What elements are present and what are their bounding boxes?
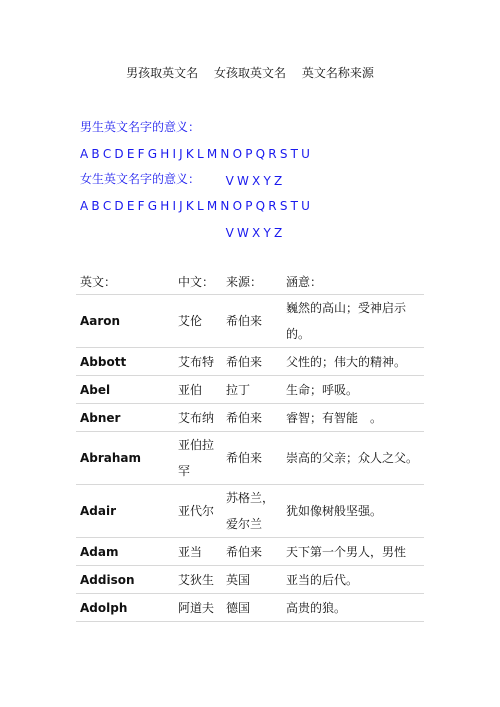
- top-nav: [0, 64, 500, 81]
- girls-letter-link-r[interactable]: R: [268, 199, 277, 213]
- name-meaning: 巍然的高山；受神启示的。: [282, 295, 424, 348]
- name-english: Aaron: [76, 295, 174, 348]
- name-english: Abner: [76, 404, 174, 432]
- name-origin: 希伯来: [222, 404, 282, 432]
- name-origin: 英国: [222, 566, 282, 594]
- boys-letter-link-d[interactable]: D: [114, 147, 124, 161]
- girls-letter-link-g[interactable]: G: [147, 199, 158, 213]
- table-row: [76, 376, 424, 404]
- boys-letter-link-y[interactable]: Y: [263, 174, 271, 188]
- boys-letter-link-e[interactable]: E: [126, 147, 135, 161]
- table-row: [76, 432, 424, 485]
- table-row: [76, 348, 424, 376]
- name-chinese: 亚伯: [174, 376, 222, 404]
- header-english: 英文：: [76, 268, 174, 295]
- boys-letter-link-s[interactable]: S: [279, 147, 288, 161]
- boys-letter-link-w[interactable]: W: [236, 174, 249, 188]
- girls-letter-link-k[interactable]: K: [185, 199, 194, 213]
- name-chinese: 艾布特: [174, 348, 222, 376]
- boys-letter-link-v[interactable]: V: [225, 174, 234, 188]
- table-row: [76, 594, 424, 622]
- girls-letter-link-i[interactable]: I: [172, 199, 176, 213]
- boys-index-label: 男生英文名字的意义：: [80, 120, 201, 134]
- girls-letter-link-a[interactable]: A: [80, 199, 89, 213]
- girls-letter-link-w[interactable]: W: [236, 226, 249, 240]
- name-meaning: 父性的；伟大的精神。: [282, 348, 424, 376]
- boys-letter-link-b[interactable]: B: [91, 147, 100, 161]
- boys-letter-link-c[interactable]: C: [102, 147, 112, 161]
- name-english: Addison: [76, 566, 174, 594]
- girls-letter-index: [80, 166, 430, 247]
- girls-letter-link-p[interactable]: P: [245, 199, 253, 213]
- girls-letter-link-v[interactable]: V: [225, 226, 234, 240]
- table-row: [76, 538, 424, 566]
- name-chinese: 艾狄生: [174, 566, 222, 594]
- name-chinese: 亚代尔: [174, 485, 222, 538]
- name-english: Abraham: [76, 432, 174, 485]
- girls-letter-link-j[interactable]: J: [179, 199, 183, 213]
- girls-letter-link-x[interactable]: X: [252, 226, 261, 240]
- boys-letter-link-q[interactable]: Q: [255, 147, 266, 161]
- nav-link-boys-names[interactable]: 男孩取英文名: [126, 66, 199, 80]
- name-chinese: 亚当: [174, 538, 222, 566]
- boys-letter-link-t[interactable]: T: [290, 147, 298, 161]
- name-origin: 希伯来: [222, 538, 282, 566]
- boys-letter-link-k[interactable]: K: [185, 147, 194, 161]
- boys-letter-link-z[interactable]: Z: [274, 174, 283, 188]
- name-meaning: 亚当的后代。: [282, 566, 424, 594]
- girls-letter-link-o[interactable]: O: [232, 199, 243, 213]
- boys-letter-link-h[interactable]: H: [160, 147, 170, 161]
- name-meaning: 高贵的狼。: [282, 594, 424, 622]
- name-chinese: 亚伯拉罕: [174, 432, 222, 485]
- girls-letter-link-m[interactable]: M: [206, 199, 218, 213]
- table-row: [76, 566, 424, 594]
- header-origin: 来源：: [222, 268, 282, 295]
- name-english: Adam: [76, 538, 174, 566]
- name-chinese: 艾伦: [174, 295, 222, 348]
- girls-letter-link-n[interactable]: N: [220, 199, 230, 213]
- girls-letter-link-t[interactable]: T: [290, 199, 298, 213]
- girls-letter-link-e[interactable]: E: [126, 199, 135, 213]
- boys-letter-link-o[interactable]: O: [232, 147, 243, 161]
- name-meaning: 天下第一个男人，男性: [282, 538, 424, 566]
- girls-letter-link-b[interactable]: B: [91, 199, 100, 213]
- name-origin: 德国: [222, 594, 282, 622]
- table-row: [76, 404, 424, 432]
- name-meaning: 犹如像树般坚强。: [282, 485, 424, 538]
- boys-letter-link-m[interactable]: M: [206, 147, 218, 161]
- girls-letter-link-d[interactable]: D: [114, 199, 124, 213]
- girls-letter-link-c[interactable]: C: [102, 199, 112, 213]
- name-meaning: 生命；呼吸。: [282, 376, 424, 404]
- name-meaning: 崇高的父亲；众人之父。: [282, 432, 424, 485]
- names-table: [76, 268, 424, 622]
- boys-letter-link-a[interactable]: A: [80, 147, 89, 161]
- girls-letter-link-s[interactable]: S: [279, 199, 288, 213]
- name-origin: 希伯来: [222, 295, 282, 348]
- boys-letter-link-n[interactable]: N: [220, 147, 230, 161]
- header-meaning: 涵意：: [282, 268, 424, 295]
- boys-letter-link-g[interactable]: G: [147, 147, 158, 161]
- boys-letter-link-f[interactable]: F: [137, 147, 145, 161]
- name-origin: 希伯来: [222, 432, 282, 485]
- girls-letter-link-y[interactable]: Y: [263, 226, 271, 240]
- boys-letter-link-u[interactable]: U: [301, 147, 310, 161]
- name-english: Abel: [76, 376, 174, 404]
- name-english: Adair: [76, 485, 174, 538]
- name-origin: 拉丁: [222, 376, 282, 404]
- table-row: [76, 295, 424, 348]
- name-chinese: 艾布纳: [174, 404, 222, 432]
- table-row: [76, 485, 424, 538]
- name-english: Adolph: [76, 594, 174, 622]
- boys-letter-link-i[interactable]: I: [172, 147, 176, 161]
- boys-letter-link-l[interactable]: L: [196, 147, 204, 161]
- boys-letter-link-p[interactable]: P: [245, 147, 253, 161]
- header-chinese: 中文：: [174, 268, 222, 295]
- nav-link-girls-names[interactable]: 女孩取英文名: [213, 66, 286, 80]
- boys-letter-link-j[interactable]: J: [179, 147, 183, 161]
- name-chinese: 阿道夫: [174, 594, 222, 622]
- table-header-row: [76, 268, 424, 295]
- boys-letter-link-r[interactable]: R: [268, 147, 277, 161]
- name-english: Abbott: [76, 348, 174, 376]
- nav-link-name-origins[interactable]: 英文名称来源: [301, 66, 374, 80]
- girls-letter-link-q[interactable]: Q: [255, 199, 266, 213]
- girls-letter-link-h[interactable]: H: [160, 199, 170, 213]
- girls-index-label: 女生英文名字的意义：: [80, 172, 201, 186]
- name-origin: 苏格兰，爱尔兰: [222, 485, 282, 538]
- girls-letter-link-l[interactable]: L: [196, 199, 204, 213]
- girls-letter-link-f[interactable]: F: [137, 199, 145, 213]
- girls-letter-link-z[interactable]: Z: [274, 226, 283, 240]
- name-meaning: 睿智；有智能 。: [282, 404, 424, 432]
- boys-letter-link-x[interactable]: X: [252, 174, 261, 188]
- name-origin: 希伯来: [222, 348, 282, 376]
- girls-letter-link-u[interactable]: U: [301, 199, 310, 213]
